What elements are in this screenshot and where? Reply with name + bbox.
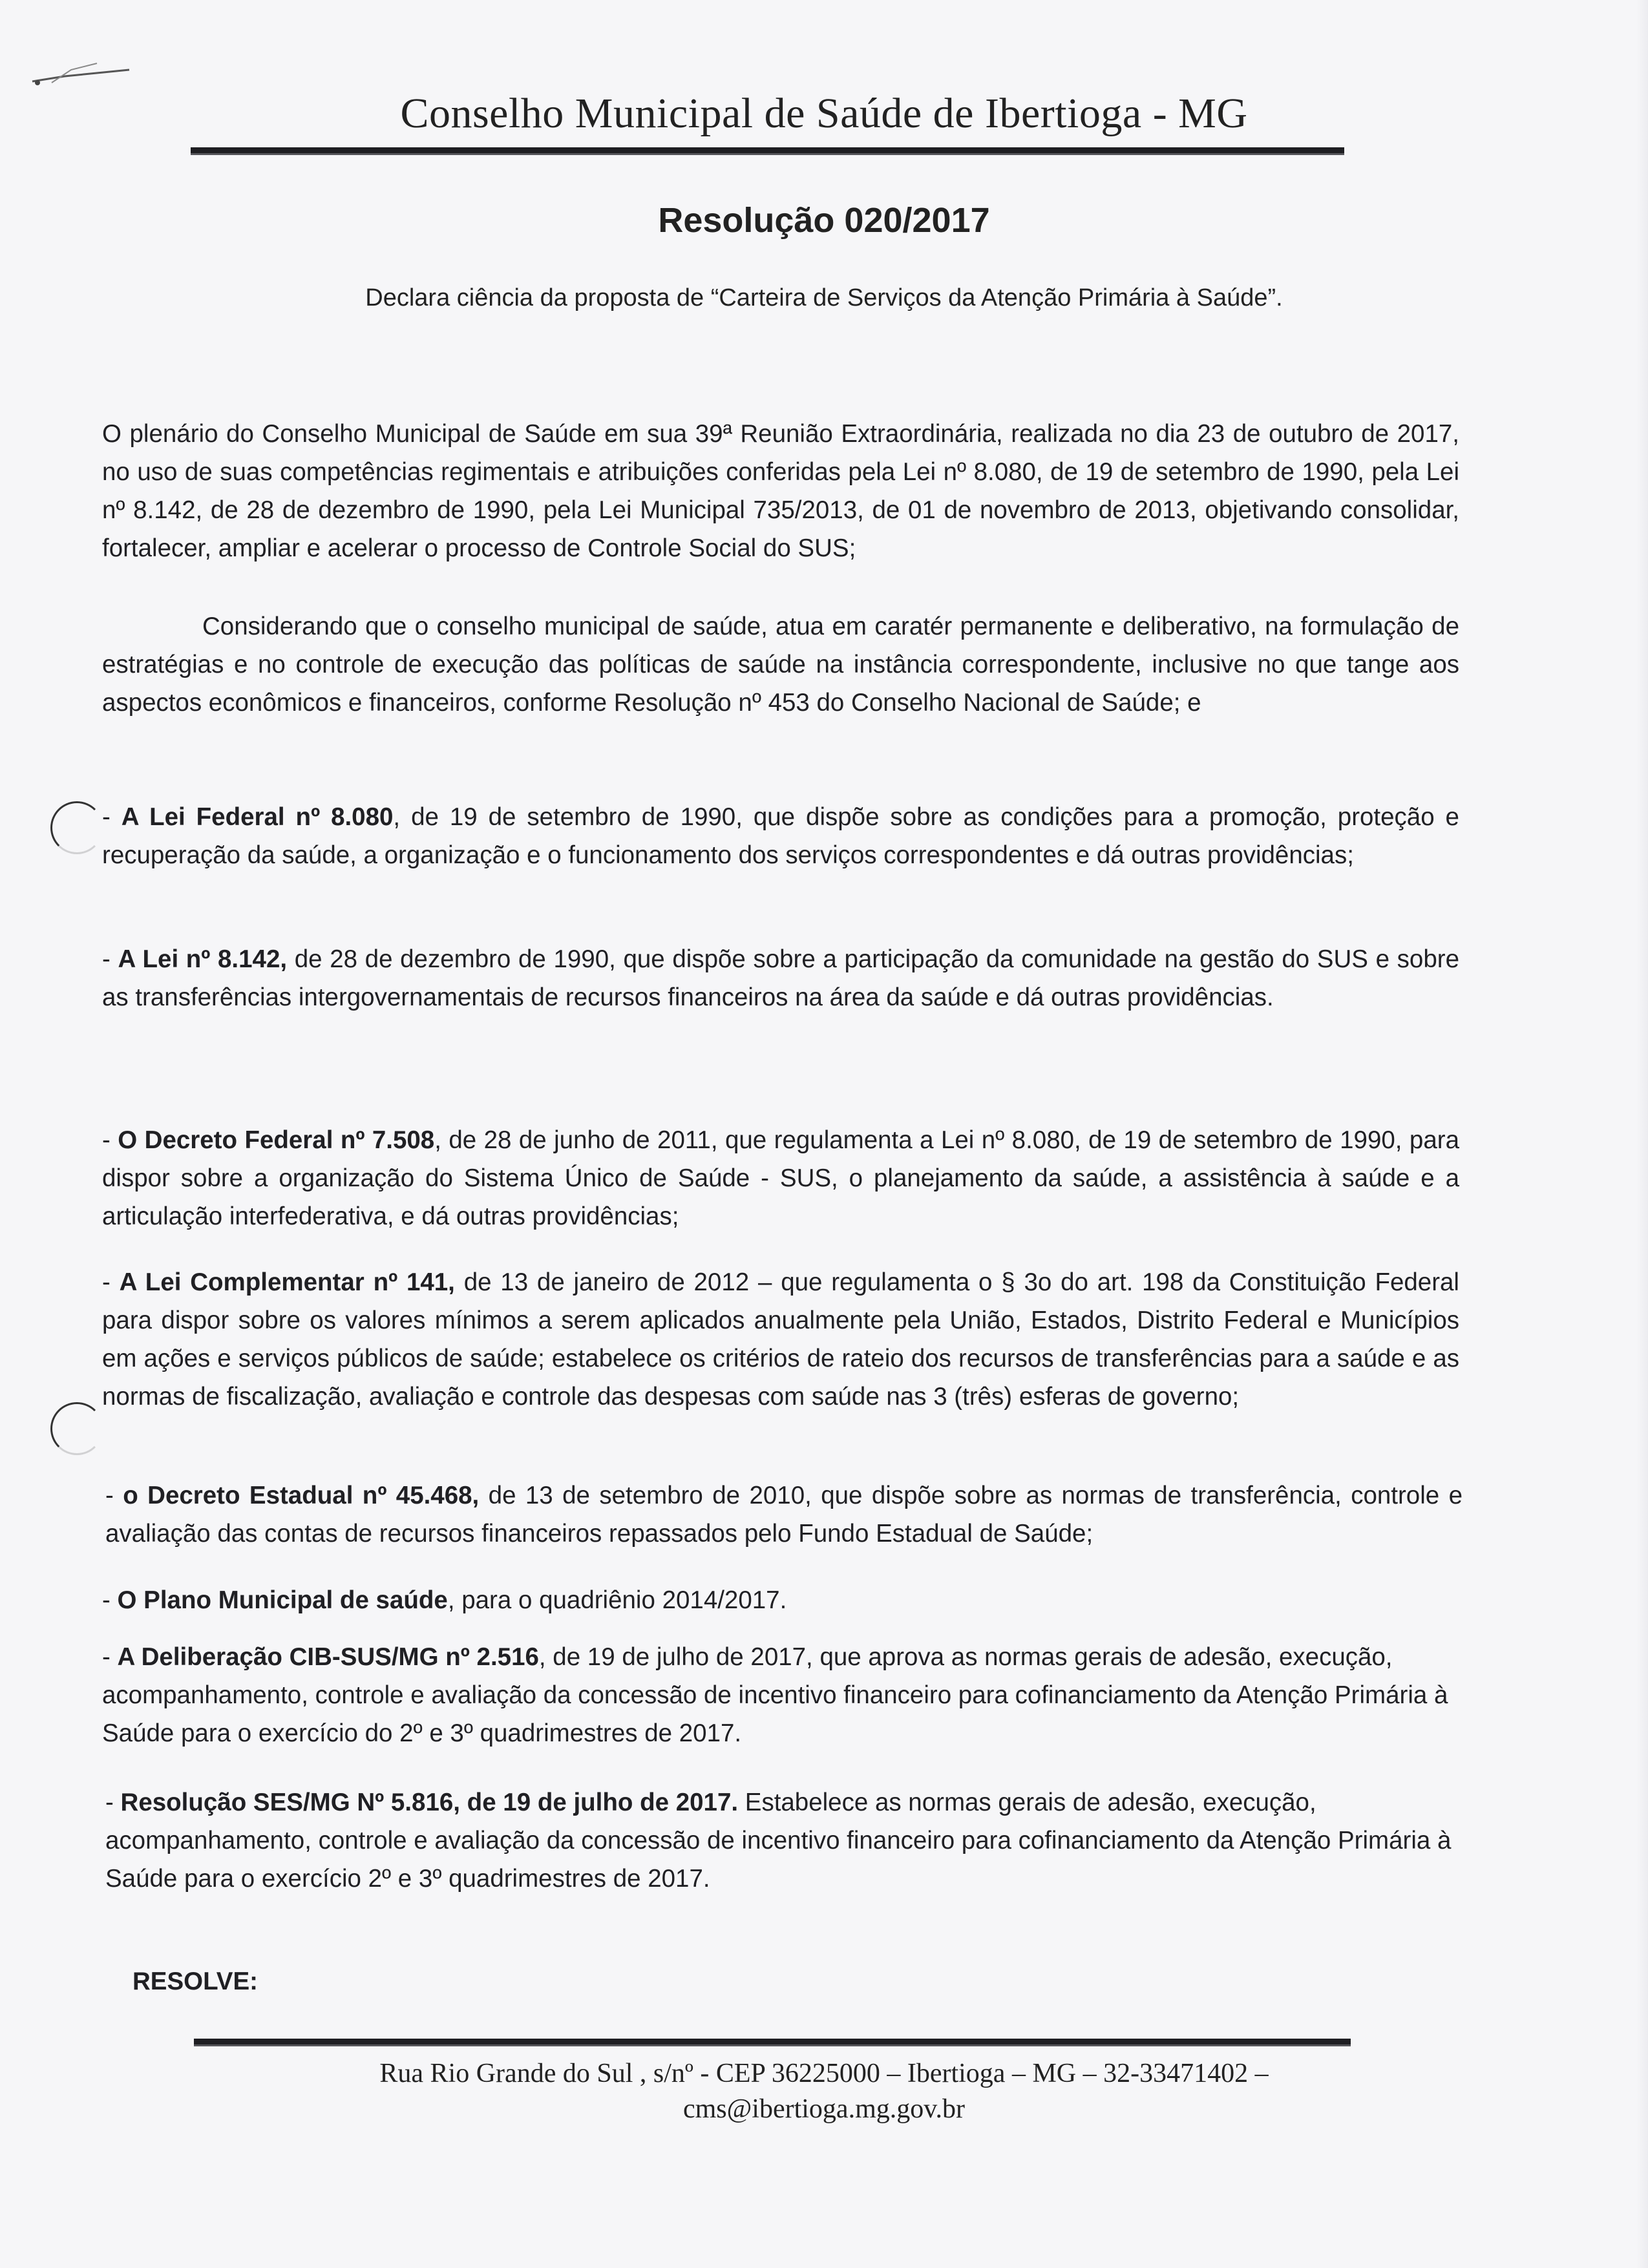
item-lei-8142 <box>102 940 1459 1016</box>
footer-divider <box>194 2039 1351 2046</box>
item-text: , de 19 de setembro de 1990, que dispõe sobre as condições para a promoção, proteção e recuperação da saúde, a organização e o funcionamento dos serviços correspondentes e dá outras providências; <box>102 803 1459 869</box>
item-decreto-7508 <box>102 1121 1459 1235</box>
item-text: Estabelece as normas gerais de adesão, execução, acompanhamento, controle e avaliação da concessão de incentivo financeiro para cofinanciamento da Atenção Primária à Saúde para o exercício 2º e 3º quadrimestres de 2017. <box>105 1789 1452 1893</box>
punch-hole-icon <box>50 1402 103 1455</box>
item-prefix: - <box>102 1586 118 1614</box>
footer-address: Rua Rio Grande do Sul , s/nº - CEP 36225000 – Ibertioga – MG – 32-33471402 – <box>379 2059 1269 2088</box>
item-text: , de 19 de julho de 2017, que aprova as normas gerais de adesão, execução, acompanhamento, controle e avaliação da concessão de incentivo financeiro para cofinanciamento da Atenção Primária à Saúde para o exercício do 2º e 3º quadrimestres de 2017. <box>102 1643 1448 1747</box>
item-bold-title: A Lei Federal nº 8.080 <box>121 803 394 831</box>
item-prefix: - <box>102 1268 120 1296</box>
item-text: , para o quadriênio 2014/2017. <box>447 1586 787 1614</box>
considerando-paragraph: Considerando que o conselho municipal de saúde, atua em caratér permanente e deliberativo, na formulação de estratégias e no controle de execução das políticas de saúde na instância correspondente, inclusive no que tange aos aspectos econômicos e financeiros, conforme Resolução nº 453 do Conselho Nacional de Saúde; e <box>102 613 1459 717</box>
item-bold-title: o Decreto Estadual nº 45.468, <box>123 1482 480 1509</box>
item-plano-municipal <box>102 1581 1459 1619</box>
item-bold-title: Resolução SES/MG Nº 5.816, de 19 de julho de 2017. <box>120 1789 739 1816</box>
header-divider <box>191 147 1344 155</box>
item-bold-title: A Lei Complementar nº 141, <box>119 1268 455 1296</box>
item-prefix: - <box>102 803 121 831</box>
resolution-title: Resolução 020/2017 <box>658 201 990 240</box>
footer-email: cms@ibertioga.mg.gov.br <box>682 2094 966 2124</box>
council-header-title: Conselho Municipal de Saúde de Ibertioga - MG <box>400 90 1248 137</box>
item-prefix: - <box>102 945 118 973</box>
item-prefix: - <box>105 1482 123 1509</box>
item-text: , de 28 de junho de 2011, que regulamenta a Lei nº 8.080, de 19 de setembro de 1990, para dispor sobre a organização do Sistema Único de Saúde - SUS, o planejamento da saúde, a assistência à saúde e a articulação interfederativa, e dá outras providências; <box>102 1126 1459 1230</box>
item-lei-8080 <box>102 798 1459 874</box>
item-deliberacao-cib <box>102 1638 1459 1752</box>
item-bold-title: A Lei nº 8.142, <box>118 945 288 973</box>
item-resolucao-ses <box>105 1783 1463 1898</box>
item-lei-complementar-141 <box>102 1263 1459 1416</box>
item-text: de 28 de dezembro de 1990, que dispõe sobre a participação da comunidade na gestão do SUS e sobre as transferências intergovernamentais de recursos financeiros na área da saúde e dá outras providências. <box>102 945 1459 1011</box>
item-bold-title: A Deliberação CIB-SUS/MG nº 2.516 <box>117 1643 539 1671</box>
punch-hole-icon <box>50 801 103 854</box>
item-decreto-estadual-45468 <box>105 1476 1463 1553</box>
item-prefix: - <box>105 1789 121 1816</box>
item-text: de 13 de janeiro de 2012 – que regulamenta o § 3o do art. 198 da Constituição Federal para dispor sobre os valores mínimos a serem aplicados anualmente pela União, Estados, Distrito Federal e Municípios em ações e serviços públicos de saúde; estabelece os critérios de rateio dos recursos de transferências para a saúde e as normas de fiscalização, avaliação e controle das despesas com saúde nas 3 (três) esferas de governo; <box>102 1268 1459 1411</box>
item-bold-title: O Plano Municipal de saúde <box>117 1586 448 1614</box>
intro-paragraph: O plenário do Conselho Municipal de Saúde em sua 39ª Reunião Extraordinária, realizada no dia 23 de outubro de 2017, no uso de suas competências regimentais e atribuições conferidas pela Lei nº 8.080, de 19 de setembro de 1990, pela Lei nº 8.142, de 28 de dezembro de 1990, pela Lei Municipal 735/2013, de 01 de novembro de 2013, objetivando consolidar, fortalecer, ampliar e acelerar o processo de Controle Social do SUS; <box>102 420 1459 562</box>
item-prefix: - <box>102 1126 118 1154</box>
item-prefix: - <box>102 1643 118 1671</box>
page-edge-shadow <box>1636 0 1648 2268</box>
item-text: de 13 de setembro de 2010, que dispõe sobre as normas de transferência, controle e avaliação das contas de recursos financeiros repassados pelo Fundo Estadual de Saúde; <box>105 1482 1463 1548</box>
item-bold-title: O Decreto Federal nº 7.508 <box>118 1126 435 1154</box>
resolution-ementa: Declara ciência da proposta de “Carteira de Serviços da Atenção Primária à Saúde”. <box>365 284 1283 311</box>
resolve-heading: RESOLVE: <box>132 1968 258 1995</box>
